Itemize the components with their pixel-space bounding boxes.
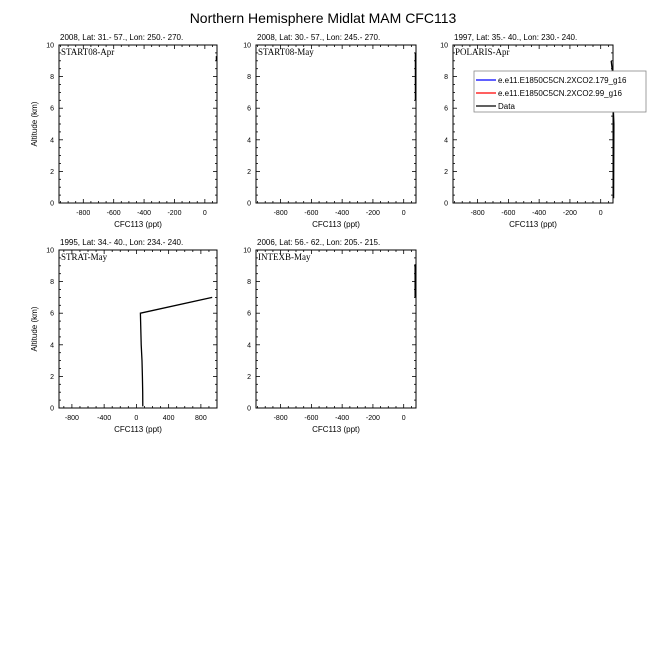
- panel-header: 1995, Lat: 34.- 40., Lon: 234.- 240.: [60, 238, 184, 247]
- x-tick-label: -800: [273, 210, 288, 217]
- panel-header: 2006, Lat: 56.- 62., Lon: 205.- 215.: [257, 238, 381, 247]
- x-tick-label: 800: [195, 415, 207, 422]
- chart-panel: [243, 238, 416, 434]
- chart-panel: [440, 33, 614, 229]
- y-tick-label: 0: [444, 200, 448, 208]
- panel-title: STRAT-May: [61, 252, 108, 262]
- x-tick-label: -600: [304, 415, 319, 422]
- x-tick-label: 0: [134, 415, 139, 422]
- data-profile-line: [140, 297, 212, 406]
- panel-title: START08-Apr: [61, 47, 115, 57]
- plot-frame: [59, 250, 217, 408]
- y-tick-label: 0: [247, 405, 251, 413]
- y-tick-label: 6: [50, 105, 54, 113]
- figure-title: Northern Hemisphere Midlat MAM CFC113: [189, 10, 457, 26]
- y-tick-label: 4: [50, 137, 54, 145]
- y-tick-label: 4: [247, 342, 251, 350]
- y-tick-label: 4: [444, 137, 448, 145]
- y-tick-label: 8: [247, 74, 251, 82]
- y-tick-label: 10: [46, 247, 54, 255]
- x-tick-label: -200: [167, 210, 182, 217]
- panel-title: START08-May: [258, 47, 314, 57]
- y-tick-label: 2: [444, 168, 448, 176]
- x-axis-label: CFC113 (ppt): [114, 220, 162, 229]
- y-tick-label: 0: [50, 405, 54, 413]
- panel-header: 2008, Lat: 30.- 57., Lon: 245.- 270.: [257, 33, 381, 42]
- y-tick-label: 8: [247, 279, 251, 287]
- y-tick-label: 10: [243, 247, 251, 255]
- y-tick-label: 0: [247, 200, 251, 208]
- x-tick-label: 0: [202, 210, 207, 217]
- x-tick-label: -800: [470, 210, 485, 217]
- x-tick-label: -600: [304, 210, 319, 217]
- chart-panel: [30, 33, 217, 229]
- y-tick-label: 10: [46, 42, 54, 50]
- x-tick-label: -800: [76, 210, 91, 217]
- x-tick-label: -400: [532, 210, 547, 217]
- legend-entry-label: e.e11.E1850C5CN.2XCO2.179_g16: [498, 76, 627, 85]
- y-tick-label: 6: [50, 310, 54, 318]
- y-tick-label: 6: [247, 310, 251, 318]
- plot-frame: [256, 45, 416, 203]
- x-tick-label: -800: [64, 415, 79, 422]
- y-tick-label: 4: [50, 342, 54, 350]
- y-tick-label: 2: [50, 373, 54, 381]
- x-axis-label: CFC113 (ppt): [312, 425, 360, 434]
- chart-panel: [30, 238, 217, 434]
- y-axis-label: Altitude (km): [30, 306, 39, 352]
- x-tick-label: -800: [273, 415, 288, 422]
- panel-title: POLARIS-Apr: [455, 47, 510, 57]
- y-tick-label: 2: [247, 373, 251, 381]
- x-tick-label: -200: [365, 210, 380, 217]
- x-tick-label: -400: [97, 415, 112, 422]
- y-tick-label: 10: [243, 42, 251, 50]
- x-tick-label: -600: [106, 210, 121, 217]
- y-tick-label: 0: [50, 200, 54, 208]
- y-tick-label: 8: [50, 74, 54, 82]
- y-tick-label: 8: [444, 74, 448, 82]
- chart-panel: [243, 33, 416, 229]
- x-tick-label: 0: [401, 415, 406, 422]
- legend: [474, 71, 646, 112]
- y-axis-label: Altitude (km): [30, 101, 39, 147]
- x-tick-label: 0: [401, 210, 406, 217]
- panel-header: 2008, Lat: 31.- 57., Lon: 250.- 270.: [60, 33, 184, 42]
- x-axis-label: CFC113 (ppt): [509, 220, 557, 229]
- y-tick-label: 2: [247, 168, 251, 176]
- plot-frame: [453, 45, 613, 203]
- y-tick-label: 6: [247, 105, 251, 113]
- y-tick-label: 2: [50, 168, 54, 176]
- legend-entry-label: Data: [498, 102, 515, 111]
- y-tick-label: 6: [444, 105, 448, 113]
- x-tick-label: -400: [335, 210, 350, 217]
- x-tick-label: -600: [501, 210, 516, 217]
- plot-frame: [59, 45, 217, 203]
- x-tick-label: -400: [335, 415, 350, 422]
- legend-entry-label: e.e11.E1850C5CN.2XCO2.99_g16: [498, 89, 622, 98]
- x-axis-label: CFC113 (ppt): [114, 425, 162, 434]
- x-tick-label: -400: [137, 210, 152, 217]
- panel-header: 1997, Lat: 35.- 40., Lon: 230.- 240.: [454, 33, 578, 42]
- x-tick-label: 400: [162, 415, 175, 422]
- x-tick-label: -200: [562, 210, 577, 217]
- y-tick-label: 4: [247, 137, 251, 145]
- y-tick-label: 8: [50, 279, 54, 287]
- y-tick-label: 10: [440, 42, 448, 50]
- x-tick-label: 0: [598, 210, 603, 217]
- plot-frame: [256, 250, 416, 408]
- panel-title: INTEXB-May: [258, 252, 311, 262]
- x-tick-label: -200: [365, 415, 380, 422]
- x-axis-label: CFC113 (ppt): [312, 220, 360, 229]
